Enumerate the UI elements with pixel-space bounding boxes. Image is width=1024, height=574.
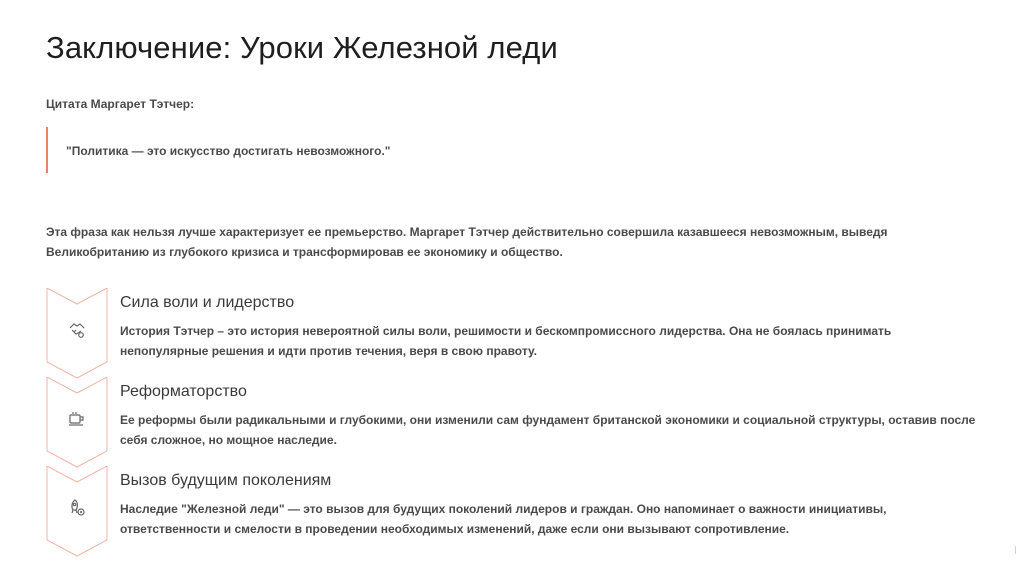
item-text: Наследие "Железной леди" — это вызов для будущих поколений лидеров и граждан. Оно напоминает о важности инициативы, ответственности и смелости в проведении необходимых изменений, даже если они вызывают сопротивление. — [120, 502, 887, 536]
item-text: Ее реформы были радикальными и глубокими, они изменили сам фундамент британской экономики и социальной структуры, оставив после себя сложное, но мощное наследие. — [120, 413, 976, 447]
quote-text: "Политика — это искусство достигать невозможного." — [66, 144, 391, 158]
cup-icon — [67, 409, 87, 429]
handshake-icon — [67, 320, 87, 340]
list-item — [46, 288, 986, 378]
rocket-icon — [67, 498, 87, 518]
item-title: Реформаторство — [120, 383, 247, 400]
item-title: Вызов будущим поколениям — [120, 472, 332, 489]
quote-label: Цитата Маргарет Тэтчер: — [46, 97, 195, 111]
item-text: История Тэтчер – это история невероятной силы воли, решимости и бескомпромиссного лидерства. Она не боялась принимать непопулярные решения и идти против течения, веря в свою правоту. — [120, 324, 892, 358]
intro-paragraph: Эта фраза как нельзя лучше характеризует ее премьерство. Маргарет Тэтчер действительно совершила казавшееся невозможным, выведя Великобританию из глубокого кризиса и трансформировав ее экономику и общество. — [46, 225, 888, 259]
quote-accent — [46, 127, 50, 173]
page-title: Заключение: Уроки Железной леди — [46, 30, 558, 65]
list-item — [46, 466, 986, 556]
corner-mark — [1015, 546, 1016, 554]
item-title: Сила воли и лидерство — [120, 294, 295, 311]
list-item — [46, 377, 986, 467]
quote-bar — [46, 127, 48, 173]
